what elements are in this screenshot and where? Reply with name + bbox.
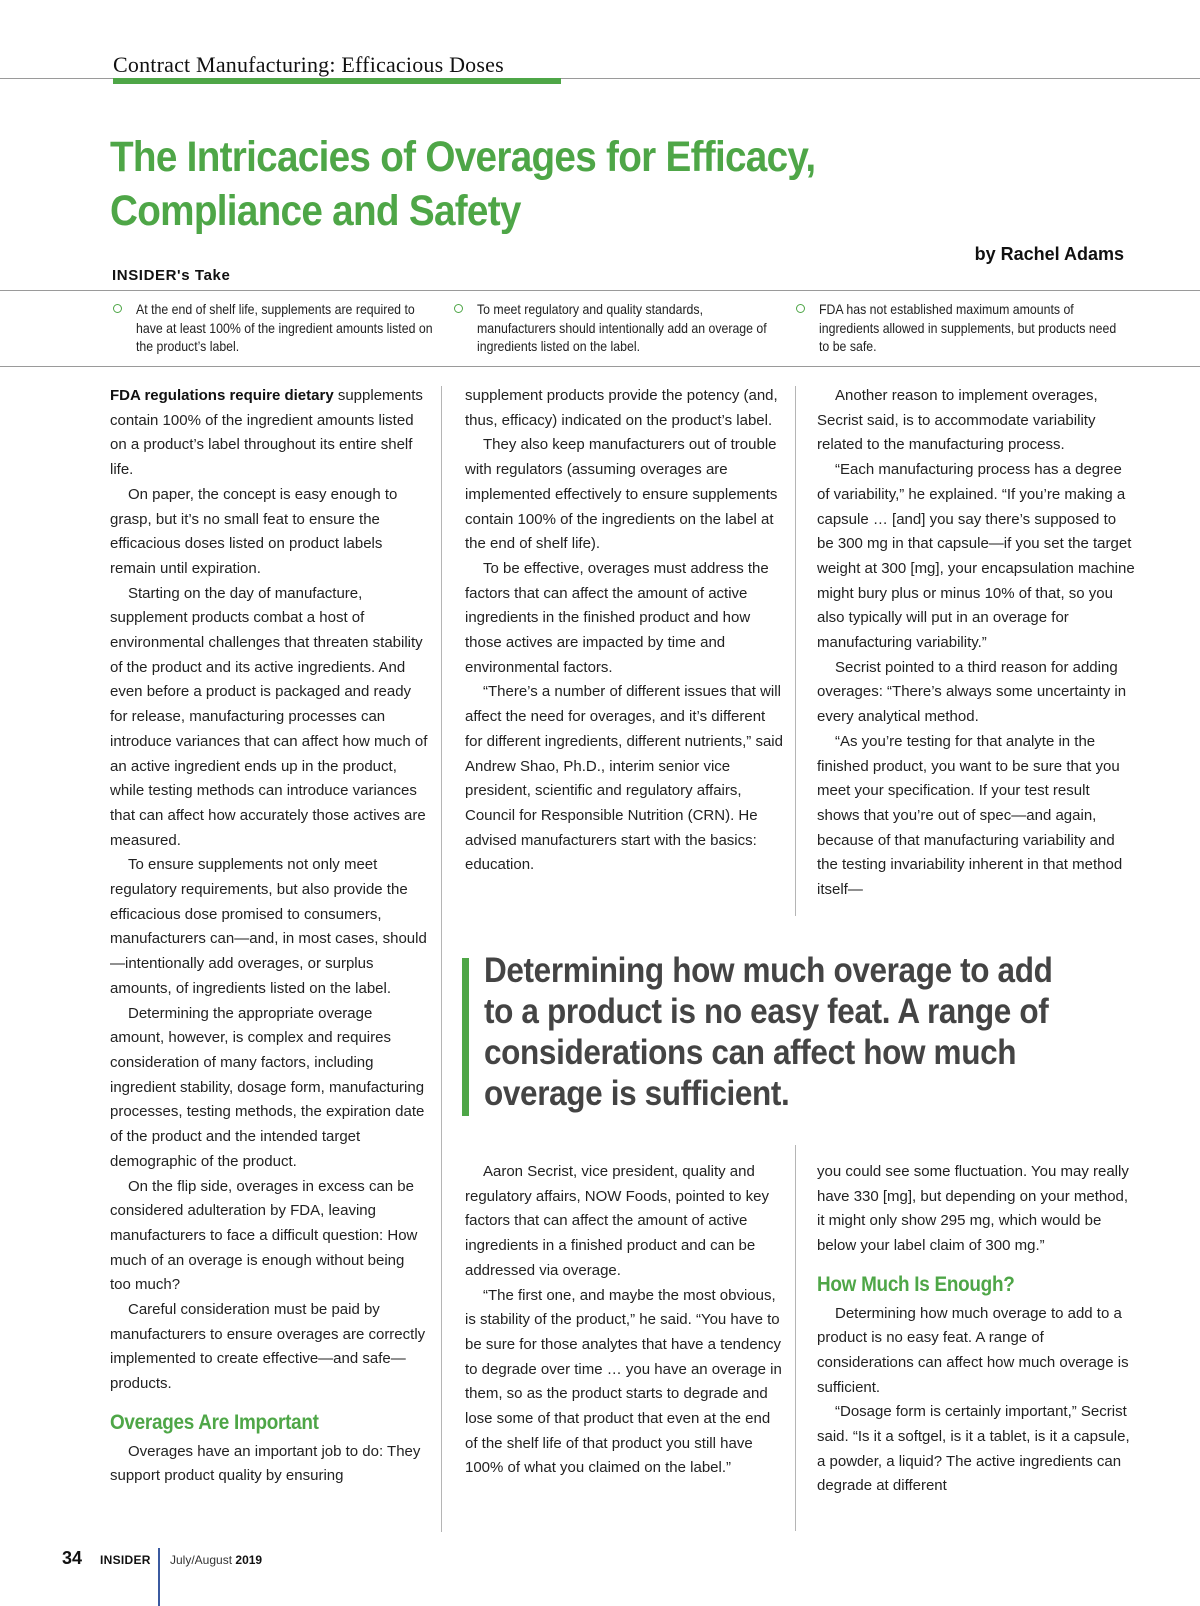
column-rule [441, 386, 442, 1532]
article-title-line-1: The Intricacies of Overages for Efficacy, [110, 133, 816, 181]
subhead-how-much-enough: How Much Is Enough? [817, 1272, 1015, 1296]
pull-quote [484, 950, 1053, 1114]
lead-rest: supplements contain 100% of the ingredient amounts listed on a product’s label throughout its entire shelf life. [110, 387, 423, 479]
issue-year: 2019 [235, 1553, 263, 1567]
paragraph: “The first one, and maybe the most obvious, is stability of the product,” he said. “You have to be sure for those analytes that have a tendency to degrade over time … you have an overage in them, so as the product starts to degrade and lose some of that product that even at the end of the shelf life of that product you still have 100% of what you claimed on the label.” [465, 1286, 782, 1477]
paragraph: “As you’re testing for that analyte in the finished product, you want to be sure that you meet your specification. If your test result shows that you’re out of spec—and again, because of that manufacturing variability and the testing invariability inherent in that method itself— [817, 732, 1123, 899]
paragraph: They also keep manufacturers out of trouble with regulators (assuming overages are implemented effectively to ensure supplements contain 100% of the ingredients on the label at the end of shelf life). [465, 436, 778, 553]
insiders-take-bottom-rule [0, 366, 1200, 367]
byline: by Rachel Adams [974, 244, 1124, 264]
column-rule [795, 1145, 796, 1531]
circle-bullet-icon [113, 304, 122, 313]
insiders-take-item [819, 300, 1149, 356]
magazine-name: INSIDER [100, 1553, 151, 1567]
pull-quote-line: Determining how much overage to add [484, 951, 1053, 990]
paragraph: To be effective, overages must address the factors that can affect the amount of active ingredients in the finished product and how those actives are impacted by time and environmental factors. [465, 559, 769, 676]
paragraph: Overages have an important job to do: They support product quality by ensuring [110, 1442, 421, 1485]
paragraph: On paper, the concept is easy enough to grasp, but it’s no small feat to ensure the efficacious doses listed on product labels remain until expiration. [110, 485, 398, 577]
circle-bullet-icon [454, 304, 463, 313]
body-column-2 [465, 384, 783, 878]
paragraph: supplement products provide the potency (and, thus, efficacy) indicated on the product’s label. [465, 387, 778, 429]
pull-quote-line: considerations can affect how much [484, 1033, 1017, 1072]
body-column-1 [110, 384, 428, 1489]
paragraph: “Dosage form is certainly important,” Secrist said. “Is it a softgel, is it a tablet, is it a capsule, a powder, a liquid? The active ingredients can degrade at different [817, 1403, 1130, 1495]
insiders-take-label: INSIDER's Take [112, 267, 231, 284]
paragraph: To ensure supplements not only meet regulatory requirements, but also provide the efficacious dose promised to consumers, manufacturers can—and, in most cases, should—intentionally add overages, or surplus amounts, of ingredients listed on the label. [110, 856, 427, 997]
section-kicker: Contract Manufacturing: Efficacious Doses [113, 52, 504, 77]
subhead-overages-important: Overages Are Important [110, 1410, 319, 1434]
paragraph: “There’s a number of different issues that will affect the need for overages, and it’s different for different ingredients, different nutrients,” said Andrew Shao, Ph.D., interim senior vice president, scientific and regulatory affairs, Council for Responsible Nutrition (CRN). He advised manufacturers start with the basics: education. [465, 683, 783, 874]
paragraph: Another reason to implement overages, Secrist said, is to accommodate variability related to the manufacturing process. [817, 387, 1098, 454]
paragraph: Aaron Secrist, vice president, quality and regulatory affairs, NOW Foods, pointed to key factors that can affect the amount of active ingredients in a finished product and can be addressed via overage. [465, 1163, 770, 1279]
paragraph: Secrist pointed to a third reason for adding overages: “There’s always some uncertainty in every analytical method. [817, 658, 1127, 726]
lead-in: FDA regulations require dietary [110, 387, 334, 404]
circle-bullet-icon [796, 304, 805, 313]
paragraph: you could see some fluctuation. You may really have 330 [mg], but depending on your method, it might only show 295 mg, which would be below your label claim of 300 mg.” [817, 1163, 1129, 1255]
body-column-3-lower [817, 1160, 1135, 1499]
folio-rule [158, 1548, 160, 1606]
paragraph: Determining the appropriate overage amount, however, is complex and requires consideration of many factors, including ingredient stability, dosage form, manufacturing processes, testing methods, the expiration date of the product and the intended target demographic of the product. [110, 1004, 425, 1170]
paragraph [110, 384, 428, 483]
kicker-accent-bar [113, 78, 561, 84]
paragraph: On the flip side, overages in excess can be considered adulteration by FDA, leaving manufacturers to face a difficult question: How much of an overage is enough without being too much? [110, 1177, 418, 1294]
column-rule [795, 386, 796, 916]
paragraph: Careful consideration must be paid by manufacturers to ensure overages are correctly implemented to create effective—and safe—products. [110, 1301, 426, 1393]
pull-quote-line: overage is sufficient. [484, 1074, 790, 1113]
insiders-take-text: FDA has not established maximum amounts of ingredients allowed in supplements, but products need to be safe. [819, 301, 1117, 354]
insiders-take-text: At the end of shelf life, supplements are required to have at least 100% of the ingredient amounts listed on the product’s label. [136, 301, 433, 354]
issue-month: July/August [170, 1553, 233, 1567]
insiders-take-item [477, 300, 807, 356]
body-column-2-lower [465, 1160, 783, 1481]
insiders-take-item [136, 300, 466, 356]
page-number: 34 [62, 1548, 83, 1568]
paragraph: Starting on the day of manufacture, supplement products combat a host of environmental challenges that threaten stability of the product and its active ingredients. And even before a product is packaged and ready for release, manufacturing processes can introduce variances that can affect how much of an active ingredient ends up in the product, while testing methods can introduce variances that can affect how accurately those actives are measured. [110, 584, 428, 849]
article-title-line-2: Compliance and Safety [110, 187, 521, 235]
pull-quote-line: to a product is no easy feat. A range of [484, 992, 1049, 1031]
pull-quote-bar [462, 958, 469, 1116]
paragraph: “Each manufacturing process has a degree of variability,” he explained. “If you’re making a capsule … [and] you say there’s supposed to be 300 mg in that capsule—if you set the target weight at 300 [mg], your encapsulation machine might bury plus or minus 10% of that, so you also typically will put in an overage for manufacturing variability.” [817, 461, 1135, 652]
article-title [110, 130, 1010, 238]
issue-date [170, 1553, 262, 1567]
insiders-take-top-rule [0, 290, 1200, 291]
paragraph: Determining how much overage to add to a product is no easy feat. A range of considerations can affect how much overage is sufficient. [817, 1304, 1129, 1396]
body-column-3 [817, 384, 1135, 903]
insiders-take-text: To meet regulatory and quality standards, manufacturers should intentionally add an overage of ingredients listed on the label. [477, 301, 767, 354]
